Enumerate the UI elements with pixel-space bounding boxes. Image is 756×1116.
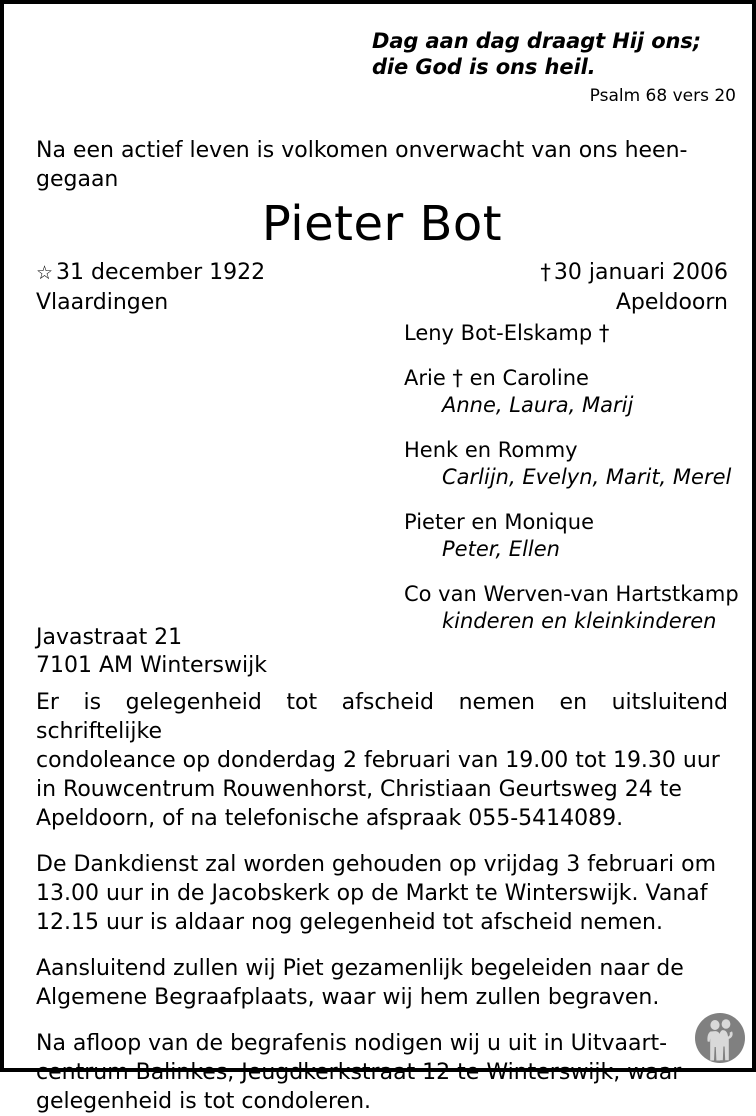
paragraph-line: 12.15 uur is aldaar nog gelegenheid tot afscheid nemen. xyxy=(36,910,663,935)
paragraph-line: condoleance op donderdag 2 februari van 19.00 tot 19.30 uur xyxy=(36,748,720,773)
intro-line-2: gegaan xyxy=(36,167,119,192)
quote-line-1: Dag aan dag draagt Hij ons; xyxy=(372,29,702,53)
paragraph-line: in Rouwcentrum Rouwenhorst, Christiaan Geurtsweg 24 te xyxy=(36,777,682,802)
deceased-name: Pieter Bot xyxy=(261,196,503,252)
family-parents: Arie † en Caroline xyxy=(404,366,589,390)
birth-place: Vlaardingen xyxy=(36,290,169,315)
paragraph-line: gelegenheid is tot condoleren. xyxy=(36,1089,372,1114)
family-children: Anne, Laura, Marij xyxy=(442,393,634,417)
paragraph-line: Algemene Begraafplaats, waar wij hem zullen begraven. xyxy=(36,985,660,1010)
paragraph-line: Er is gelegenheid tot afscheid nemen en uitsluitend schriftelijke xyxy=(36,690,728,744)
family-parents: Leny Bot-Elskamp † xyxy=(404,321,610,345)
intro-text xyxy=(36,136,728,194)
page-content xyxy=(32,4,739,1114)
body-copy xyxy=(36,688,728,1116)
paragraph-line: centrum Balinkes, Jeugdkerkstraat 12 te Winterswijk, waar xyxy=(36,1060,682,1085)
address-street: Javastraat 21 xyxy=(36,625,183,650)
psalm-quote-block xyxy=(372,28,736,106)
family-group xyxy=(404,509,734,563)
birth-info xyxy=(36,258,265,288)
quote-source: Psalm 68 vers 20 xyxy=(589,86,736,106)
death-place: Apeldoorn xyxy=(615,290,728,315)
birth-star-icon: ☆ xyxy=(36,262,54,284)
family-group xyxy=(404,437,734,491)
paragraph-reception xyxy=(36,1029,728,1116)
life-dates xyxy=(36,258,728,317)
paragraph-line: 13.00 uur in de Jacobskerk op de Markt te Winterswijk. Vanaf xyxy=(36,881,708,906)
family-group xyxy=(404,581,739,635)
paragraph-line: Apeldoorn, of na telefonische afspraak 055-5414089. xyxy=(36,806,624,831)
family-parents: Co van Werven-van Hartstkamp xyxy=(404,582,739,606)
birth-date: 31 december 1922 xyxy=(56,260,266,285)
intro-line-1: Na een actief leven is volkomen onverwacht van ons heen- xyxy=(36,138,688,163)
family-children: Carlijn, Evelyn, Marit, Merel xyxy=(442,465,732,489)
paragraph-line: Na afloop van de begrafenis nodigen wij u uit in Uitvaart- xyxy=(36,1031,668,1056)
family-group xyxy=(404,320,734,347)
correspondence-address xyxy=(36,624,267,680)
dates-row-places xyxy=(36,288,728,317)
paragraph-line: Aansluitend zullen wij Piet gezamenlijk begeleiden naar de xyxy=(36,956,684,981)
address-city: 7101 AM Winterswijk xyxy=(36,653,267,678)
family-children: kinderen en kleinkinderen xyxy=(442,609,717,633)
paragraph-burial xyxy=(36,954,728,1012)
funeral-home-logo xyxy=(694,1012,746,1064)
quote-line-2: die God is ons heil. xyxy=(372,55,596,79)
family-children: Peter, Ellen xyxy=(442,537,560,561)
paragraph-service xyxy=(36,850,728,937)
dates-row-primary xyxy=(36,258,728,288)
family-list xyxy=(404,320,739,635)
death-info xyxy=(540,258,728,287)
family-parents: Henk en Rommy xyxy=(404,438,578,462)
death-date: 30 januari 2006 xyxy=(553,260,728,285)
family-group xyxy=(404,365,734,419)
family-parents: Pieter en Monique xyxy=(404,510,594,534)
death-cross-icon: † xyxy=(540,260,551,284)
paragraph-condolence xyxy=(36,688,728,833)
paragraph-line: De Dankdienst zal worden gehouden op vrijdag 3 februari om xyxy=(36,852,717,877)
